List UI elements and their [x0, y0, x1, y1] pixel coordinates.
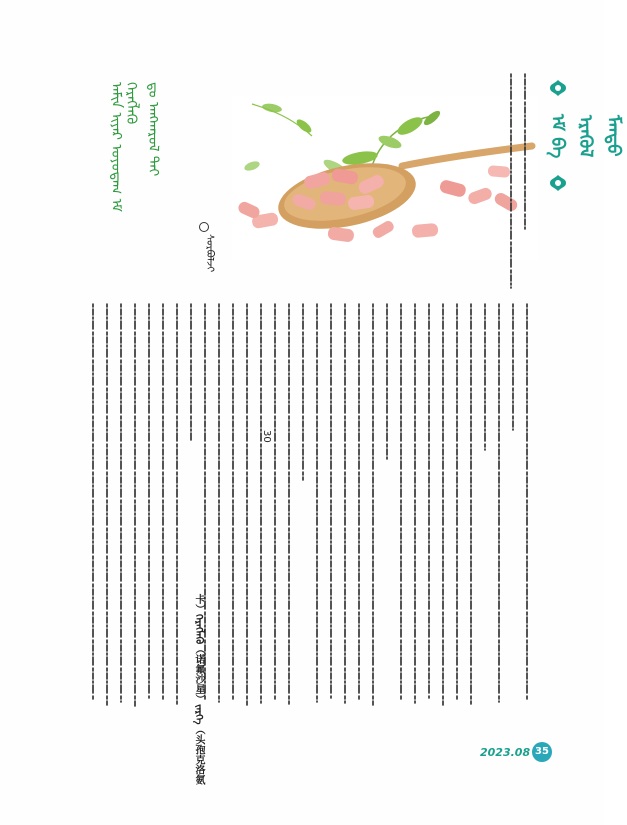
number-run — [260, 430, 272, 450]
intro-text — [505, 70, 535, 292]
author-bullet-icon — [199, 222, 209, 232]
title-line: ᠳᠤ ᠠᠩᠬᠠᠷᠤᠯ ᠲᠠᠢ — [145, 82, 161, 177]
number-value: 30 — [261, 430, 272, 443]
page-number: 35 — [532, 742, 552, 762]
ornament-icon — [548, 174, 568, 192]
title-line: ᠠᠮᠢᠨ ᠢᠶᠠᠷ ᠣᠶᠤᠳᠠᠭ ᠡᠮ ᠬᠡᠷᠡᠭᠯᠡᠬᠦ — [108, 82, 139, 212]
drug-names-run: 卡）ᠬᠡᠷᠡᠭᠯᠡᠬᠦ（诺氟沙星）ᠵᠡᠷᠭᠡ（头孢克洛氨 — [193, 594, 204, 785]
author-name: ᠰᠤᠷᠪᠤᠯᠵᠢ — [204, 234, 215, 273]
article-title — [108, 82, 167, 254]
issue-date: 2023.08 — [480, 746, 531, 759]
section-title: ᠡᠮ ᠪᠠ ᠡᠷᠡᠭᠦᠯ ᠮᠡᠨᠳᠦ — [547, 113, 624, 159]
pills-spoon-photo — [232, 96, 538, 260]
